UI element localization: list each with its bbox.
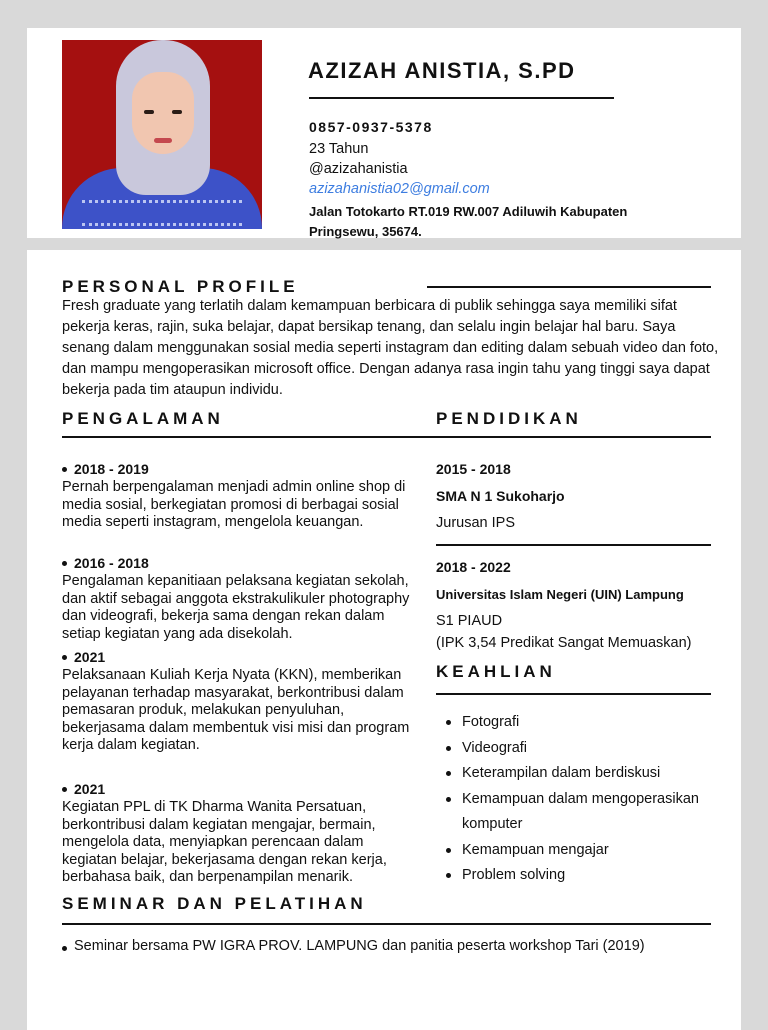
skill-item: Problem solving xyxy=(442,863,722,889)
experience-year: 2021 xyxy=(62,648,422,667)
experience-year: 2016 - 2018 xyxy=(62,554,422,573)
experience-heading: PENGALAMAN xyxy=(62,409,224,428)
experience-item xyxy=(62,460,422,532)
candidate-name: AZIZAH ANISTIA, S.PD xyxy=(308,58,576,83)
profile-text: Fresh graduate yang terlatih dalam kemampuan berbicara di publik sehingga saya memiliki sifat pekerja keras, rajin, suka belajar, dapat bersikap tenang, dan selalu ingin belajar hal baru. Saya senang dalam menggunakan sosial media seperti instagram dan editing dalam sebuah video dan foto, dan mampu mengoperasikan microsoft office. Dengan adanya rasa ingin tahu yang tinggi saya dapat bekerja pada tim ataupun individu. xyxy=(62,298,719,398)
instagram-handle: @azizahanistia xyxy=(309,161,408,177)
email-link[interactable]: azizahanistia02@gmail.com xyxy=(309,181,490,197)
experience-year: 2021 xyxy=(62,780,422,799)
education-year: 2018 - 2022 xyxy=(436,559,511,575)
education-detail-gpa: (IPK 3,54 Predikat Sangat Memuaskan) xyxy=(436,635,692,651)
profile-divider xyxy=(427,286,711,288)
experience-desc: Kegiatan PPL di TK Dharma Wanita Persatuan, berkontribusi dalam kegiatan mengajar, bermain, mengelola data, menyiapkan perencaan dalam kegiatan belajar, bekerjasama dengan rekan kerja, berbahasa baik, dan berpenampilan menarik. xyxy=(62,799,387,885)
seminar-divider xyxy=(62,923,711,925)
experience-item xyxy=(62,554,422,643)
section-divider xyxy=(62,436,711,438)
skill-item: Keterampilan dalam berdiskusi xyxy=(442,761,722,787)
education-detail: S1 PIAUD xyxy=(436,613,503,629)
education-school: SMA N 1 Sukoharjo xyxy=(436,488,565,504)
profile-heading: PERSONAL PROFILE xyxy=(62,277,299,296)
education-divider xyxy=(436,544,711,546)
experience-desc: Pernah berpengalaman menjadi admin online shop di media sosial, berkegiatan promosi di berbagai sosial media seperti instagram, mengelola keuangan. xyxy=(62,479,406,530)
education-detail: Jurusan IPS xyxy=(436,515,515,531)
name-divider xyxy=(309,97,614,99)
education-year: 2015 - 2018 xyxy=(436,461,511,477)
skill-item: Fotografi xyxy=(442,710,722,736)
skills-heading: KEAHLIAN xyxy=(436,662,556,681)
phone-number: 0857-0937-5378 xyxy=(309,119,433,135)
education-school: Universitas Islam Negeri (UIN) Lampung xyxy=(436,587,684,602)
skills-divider xyxy=(436,693,711,695)
seminar-heading: SEMINAR DAN PELATIHAN xyxy=(62,894,367,913)
address: Jalan Totokarto RT.019 RW.007 Adiluwih Kabupaten Pringsewu, 35674. xyxy=(309,204,628,239)
skill-item: Videografi xyxy=(442,736,722,762)
profile-photo xyxy=(62,40,262,229)
experience-year: 2018 - 2019 xyxy=(62,460,422,479)
skills-list xyxy=(442,710,722,889)
seminar-item: Seminar bersama PW IGRA PROV. LAMPUNG dan panitia peserta workshop Tari (2019) xyxy=(62,938,744,954)
age: 23 Tahun xyxy=(309,141,369,157)
education-heading: PENDIDIKAN xyxy=(436,409,582,428)
skill-item: Kemampuan mengajar xyxy=(442,838,722,864)
skill-item: Kemampuan dalam mengoperasikan komputer xyxy=(442,787,722,838)
experience-item xyxy=(62,648,422,755)
experience-item xyxy=(62,780,422,887)
experience-desc: Pelaksanaan Kuliah Kerja Nyata (KKN), memberikan pelayanan terhadap masyarakat, berkontribusi dalam pemasaran produk, melakukan penyuluhan, bekerjasama dalam membentuk visi misi dan program kerja dalam kegiatan. xyxy=(62,667,410,753)
experience-desc: Pengalaman kepanitiaan pelaksana kegiatan sekolah, dan aktif sebagai anggota ekstrakulikuler photography dan videografi, bekerja sama dengan rekan dalam setiap kegiatan yang ada disekolah. xyxy=(62,573,410,642)
